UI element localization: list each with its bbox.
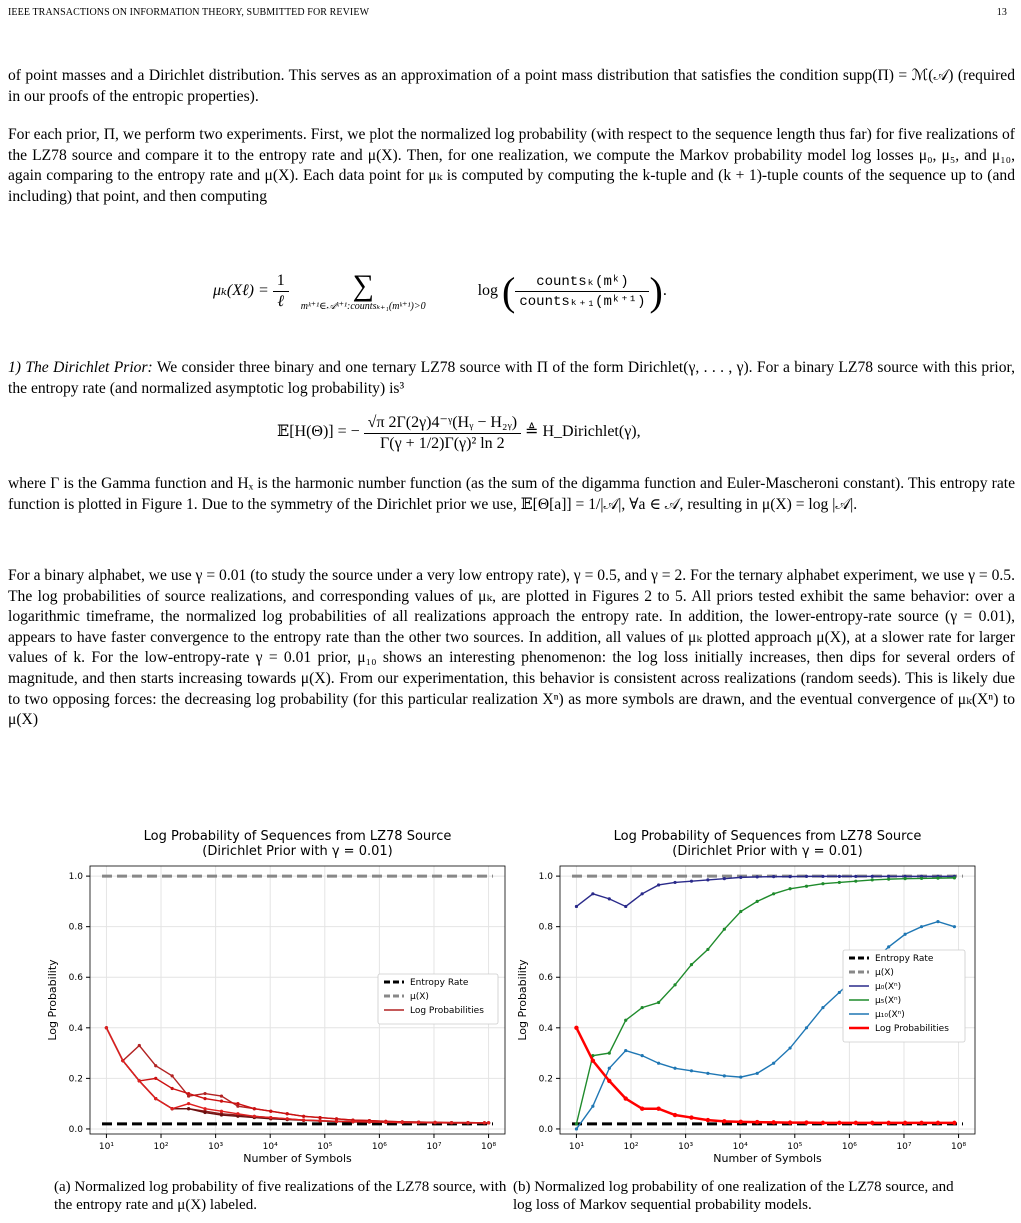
data-point	[417, 1121, 420, 1124]
legend-label: μ₅(Xⁿ)	[875, 996, 902, 1006]
paragraph-2: For each prior, Π, we perform two experiments. First, we plot the normalized log probability (with respect to the sequence length thus far) for five realizations of the LZ78 source and compare it to the entropy rate and μ(X). Then, for one realization, we compute the Markov probability model log losses μ₀, μ₅, and μ₁₀, again comparing to the entropy rate and μ(X). Each data point for μₖ is computed by computing the k-tuple and (k + 1)-tuple counts of the sequence up to (and including) that point, and then computing	[8, 126, 1015, 205]
y-tick-label: 0.6	[538, 973, 553, 984]
data-point	[591, 1058, 595, 1062]
chart-title: Log Probability of Sequences from LZ78 Source	[143, 829, 452, 844]
data-point	[236, 1102, 239, 1105]
data-point	[690, 963, 693, 966]
series-line-3	[106, 1028, 488, 1123]
chart-b	[510, 826, 980, 1172]
data-point	[171, 1107, 174, 1110]
data-point	[608, 1067, 611, 1070]
data-point	[788, 875, 791, 878]
caption-b: (b) Normalized log probability of one realization of the LZ78 source, and log loss of Markov sequential probability models.	[513, 1179, 954, 1213]
data-point	[591, 1105, 594, 1108]
data-point	[487, 1121, 490, 1124]
data-point	[187, 1107, 190, 1110]
data-point	[656, 1107, 660, 1111]
x-tick-label: 10⁷	[426, 1142, 442, 1152]
y-axis-label: Log Probability	[46, 959, 59, 1041]
data-point	[756, 900, 759, 903]
data-point	[138, 1079, 141, 1082]
y-tick-label: 0.6	[68, 973, 83, 984]
data-point	[154, 1097, 157, 1100]
data-point	[624, 1049, 627, 1052]
legend-label: μ₁₀(Xⁿ)	[875, 1010, 905, 1020]
data-point	[657, 1062, 660, 1065]
data-point	[953, 925, 956, 928]
data-point	[575, 1122, 578, 1125]
data-point	[771, 1120, 775, 1124]
data-point	[805, 885, 808, 888]
data-point	[657, 1001, 660, 1004]
data-point	[723, 877, 726, 880]
data-point	[203, 1097, 206, 1100]
data-point	[641, 892, 644, 895]
data-point	[772, 1062, 775, 1065]
data-point	[138, 1044, 141, 1047]
data-point	[574, 1026, 578, 1030]
data-point	[269, 1116, 272, 1119]
y-tick-label: 0.4	[68, 1023, 83, 1034]
data-point	[821, 875, 824, 878]
data-point	[706, 878, 709, 881]
data-point	[887, 945, 890, 948]
data-point	[690, 1069, 693, 1072]
data-point	[689, 1115, 693, 1119]
data-point	[286, 1112, 289, 1115]
data-point	[220, 1100, 223, 1103]
data-point	[302, 1118, 305, 1121]
x-axis-label: Number of Symbols	[243, 1152, 352, 1165]
data-point	[723, 1074, 726, 1077]
data-point	[838, 875, 841, 878]
data-point	[640, 1107, 644, 1111]
data-point	[624, 1019, 627, 1022]
data-point	[887, 878, 890, 881]
data-point	[608, 1051, 611, 1054]
data-point	[706, 1072, 709, 1075]
x-tick-label: 10⁸	[481, 1142, 497, 1152]
legend-label: Entropy Rate	[875, 954, 934, 964]
data-point	[302, 1115, 305, 1118]
paragraph-4: where Γ is the Gamma function and Hₓ is the harmonic number function (as the sum of the digamma function and Euler-Mascheroni constant). This entropy rate function is plotted in Figure 1. Due to the symmetry of the Dirichlet prior we use, 𝔼[Θ[a]] = 1/|𝒜|, ∀a ∈ 𝒜, resulting in μ(X) = log |𝒜|.	[8, 475, 1015, 513]
data-point	[854, 1121, 858, 1125]
equation-entropy-rate: 𝔼[H(Θ)] = − $\frac{\text{√π 2Γ(2γ)4⁻ᵞ(Hᵧ − H₂ᵧ)}}{\text{Γ(γ + 1/2)Γ(γ)² ln 2}}$ ≜ H_Dirichlet(γ),	[277, 414, 641, 452]
data-point	[706, 948, 709, 951]
journal-title: IEEE TRANSACTIONS ON INFORMATION THEORY, SUBMITTED FOR REVIEW	[8, 7, 370, 18]
data-point	[953, 876, 956, 879]
data-point	[673, 881, 676, 884]
data-point	[318, 1116, 321, 1119]
x-tick-label: 10³	[678, 1142, 694, 1152]
data-point	[903, 1121, 907, 1125]
data-point	[936, 877, 939, 880]
y-tick-label: 0.4	[538, 1023, 553, 1034]
data-point	[788, 1120, 792, 1124]
paragraph-5: For a binary alphabet, we use γ = 0.01 (to study the source under a very low entropy rate), γ = 0.5, and γ = 2. For the ternary alphabet experiment, we use γ = 0.5. The log probabilities of source realizations, and corresponding values of μₖ, are plotted in Figures 2 to 5. All priors tested exhibit the same behavior: over a logarithmic timeframe, the normalized log probabilities of all realizations approach the entropy rate. In addition, the lower-entropy-rate source (γ = 0.01), appears to have faster convergence to the entropy rate than the other two sources. In addition, all values of μₖ plotted approach μ(X), at a slower rate for larger values of k. For the low-entropy-rate γ = 0.01 prior, μ₁₀ shows an interesting phenomenon: the log loss initially increases, then dips for several orders of magnitude, and then starts increasing towards μ(X). From our experimentation, this behavior is consistent across realizations (random seeds). This is likely due to two opposing forces: the decreasing log probability (for this particular realization Xⁿ) as more symbols are drawn, and the eventual convergence of μₖ(Xⁿ) to μ(X)	[8, 567, 1015, 729]
data-point	[706, 1118, 710, 1122]
data-point	[624, 1096, 628, 1100]
data-point	[203, 1107, 206, 1110]
y-axis-label: Log Probability	[516, 959, 529, 1041]
equation-mu-k: μₖ(Xℓ) = $\frac{1}{\text{ℓ}}$ ∑ mᵏ⁺¹∈𝒜ᵏ⁺¹:countsₖ₊₁(mᵏ⁺¹)>0 log ( $\frac{\text{countsₖ(mᵏ)}}{\text{countsₖ₊₁(mᵏ⁺¹)}}$ ).	[213, 269, 667, 314]
data-point	[870, 1121, 874, 1125]
series-line-4	[106, 1028, 488, 1123]
data-point	[739, 876, 742, 879]
x-tick-label: 10⁴	[262, 1142, 278, 1152]
data-point	[690, 880, 693, 883]
data-point	[105, 1026, 108, 1029]
data-point	[788, 887, 791, 890]
data-point	[286, 1117, 289, 1120]
legend-label: Log Probabilities	[410, 1006, 484, 1016]
y-tick-label: 0.2	[68, 1074, 83, 1085]
data-point	[805, 875, 808, 878]
data-point	[171, 1087, 174, 1090]
data-point	[837, 1121, 841, 1125]
section-heading: 1) The Dirichlet Prior:	[8, 359, 153, 376]
data-point	[904, 933, 907, 936]
running-header	[8, 7, 1013, 18]
chart-subtitle: (Dirichlet Prior with γ = 0.01)	[672, 844, 863, 859]
data-point	[871, 875, 874, 878]
series-line-2	[106, 1028, 488, 1123]
data-point	[483, 1121, 486, 1124]
series-line-0	[576, 876, 954, 906]
caption-a: (a) Normalized log probability of five realizations of the LZ78 source, with the entropy rate and μ(X) labeled.	[54, 1179, 507, 1213]
data-point	[203, 1092, 206, 1095]
data-point	[804, 1120, 808, 1124]
x-axis-label: Number of Symbols	[713, 1152, 822, 1165]
data-point	[821, 1121, 825, 1125]
data-point	[919, 1121, 923, 1125]
data-point	[657, 883, 660, 886]
data-point	[401, 1121, 404, 1124]
data-point	[936, 920, 939, 923]
data-point	[920, 877, 923, 880]
data-point	[203, 1111, 206, 1114]
y-tick-label: 0.0	[538, 1124, 553, 1135]
data-point	[624, 905, 627, 908]
data-point	[673, 1067, 676, 1070]
x-tick-label: 10⁷	[896, 1142, 912, 1152]
legend-label: Log Probabilities	[875, 1024, 949, 1034]
data-point	[384, 1121, 387, 1124]
x-tick-label: 10¹	[568, 1142, 584, 1152]
data-point	[220, 1113, 223, 1116]
data-point	[236, 1112, 239, 1115]
y-tick-label: 0.8	[68, 922, 83, 933]
series-line-0	[106, 1028, 488, 1123]
x-tick-label: 10²	[623, 1142, 639, 1152]
legend-label: μ(X)	[410, 992, 429, 1002]
data-point	[121, 1059, 124, 1062]
y-tick-label: 0.2	[538, 1074, 553, 1085]
y-tick-label: 0.0	[68, 1124, 83, 1135]
data-point	[575, 1127, 578, 1130]
x-tick-label: 10⁵	[787, 1142, 803, 1152]
data-point	[805, 1026, 808, 1029]
x-tick-label: 10⁴	[732, 1142, 748, 1152]
data-point	[368, 1120, 371, 1123]
x-tick-label: 10⁵	[317, 1142, 333, 1152]
data-point	[253, 1115, 256, 1118]
page-number: 13	[996, 7, 1007, 18]
data-point	[920, 925, 923, 928]
data-point	[434, 1121, 437, 1124]
series-line-1	[106, 1028, 488, 1123]
data-point	[673, 983, 676, 986]
data-point	[154, 1077, 157, 1080]
data-point	[351, 1120, 354, 1123]
data-point	[450, 1121, 453, 1124]
x-tick-label: 10⁶	[841, 1142, 857, 1152]
data-point	[871, 878, 874, 881]
data-point	[952, 1121, 956, 1125]
data-point	[739, 1120, 743, 1124]
chart-subtitle: (Dirichlet Prior with γ = 0.01)	[202, 844, 393, 859]
data-point	[772, 875, 775, 878]
data-point	[821, 882, 824, 885]
data-point	[253, 1107, 256, 1110]
data-point	[936, 1121, 940, 1125]
y-tick-label: 0.8	[538, 922, 553, 933]
data-point	[723, 928, 726, 931]
data-point	[788, 1046, 791, 1049]
data-point	[739, 910, 742, 913]
data-point	[318, 1119, 321, 1122]
data-point	[187, 1092, 190, 1095]
data-point	[739, 1076, 742, 1079]
data-point	[607, 1079, 611, 1083]
legend-label: μ(X)	[875, 968, 894, 978]
data-point	[854, 880, 857, 883]
x-tick-label: 10³	[208, 1142, 224, 1152]
data-point	[335, 1120, 338, 1123]
chart-a	[40, 826, 510, 1172]
y-tick-label: 1.0	[538, 872, 553, 883]
data-point	[722, 1119, 726, 1123]
x-tick-label: 10⁸	[951, 1142, 967, 1152]
x-tick-label: 10²	[153, 1142, 169, 1152]
data-point	[673, 1113, 677, 1117]
data-point	[904, 877, 907, 880]
data-point	[821, 1006, 824, 1009]
data-point	[466, 1121, 469, 1124]
data-point	[591, 892, 594, 895]
data-point	[575, 905, 578, 908]
data-point	[886, 1121, 890, 1125]
data-point	[756, 875, 759, 878]
legend-label: μ₀(Xⁿ)	[875, 982, 902, 992]
x-tick-label: 10⁶	[371, 1142, 387, 1152]
legend-label: Entropy Rate	[410, 978, 469, 988]
data-point	[838, 881, 841, 884]
paragraph-3: 1) The Dirichlet Prior: We consider three binary and one ternary LZ78 source with Π of the form Dirichlet(γ, . . . , γ). For a binary LZ78 source with this prior, the entropy rate (and normalized asymptotic log probability) is³	[8, 359, 1015, 397]
data-point	[171, 1074, 174, 1077]
x-tick-label: 10¹	[98, 1142, 114, 1152]
data-point	[772, 892, 775, 895]
data-point	[755, 1120, 759, 1124]
data-point	[887, 875, 890, 878]
paragraph-1: of point masses and a Dirichlet distribution. This serves as an approximation of a point mass distribution that satisfies the condition supp(Π) = ℳ(𝒜) (required in our proofs of the entropic properties).	[8, 67, 1015, 105]
y-tick-label: 1.0	[68, 872, 83, 883]
data-point	[220, 1110, 223, 1113]
data-point	[641, 1054, 644, 1057]
data-point	[154, 1064, 157, 1067]
data-point	[220, 1094, 223, 1097]
data-point	[756, 1072, 759, 1075]
data-point	[838, 991, 841, 994]
figure-b	[510, 826, 980, 1172]
chart-title: Log Probability of Sequences from LZ78 Source	[613, 829, 922, 844]
data-point	[269, 1110, 272, 1113]
data-point	[608, 897, 611, 900]
data-point	[854, 875, 857, 878]
figure-a	[40, 826, 510, 1172]
data-point	[187, 1102, 190, 1105]
data-point	[641, 1006, 644, 1009]
